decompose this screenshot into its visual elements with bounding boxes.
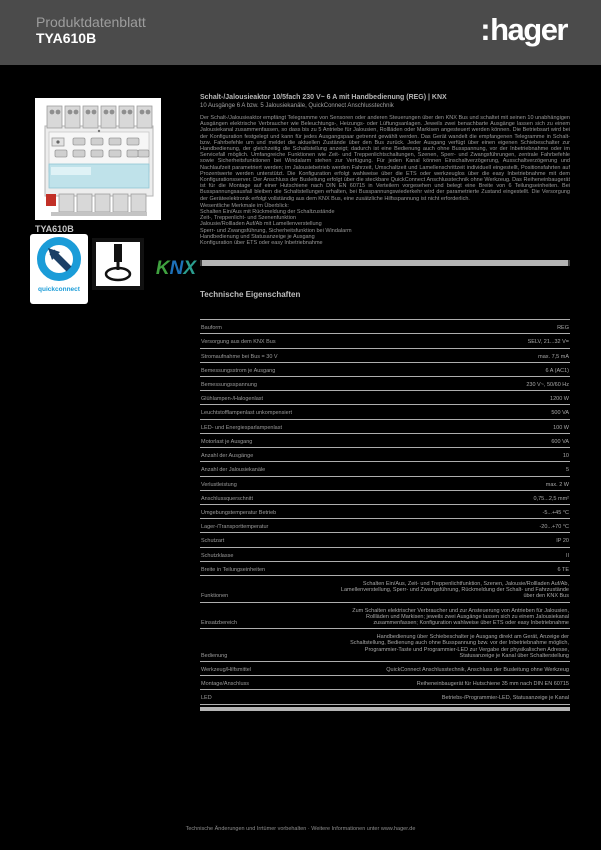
table-row (200, 676, 570, 690)
feature-list (200, 203, 570, 246)
row-label: Verlustleistung (201, 481, 237, 488)
row-label: Bemessungsstrom je Ausgang (201, 367, 276, 374)
row-label: LED (201, 695, 212, 702)
row-value: Reiheneinbaugerät für Hutschiene 35 mm nach DIN EN 60715 (416, 681, 569, 688)
row-label: Umgebungstemperatur Betrieb (201, 509, 277, 516)
product-subtitle: 10 Ausgänge 6 A bzw. 5 Jalousiekanäle, QuickConnect Anschlusstechnik (200, 103, 394, 109)
table-row (200, 477, 570, 491)
quickconnect-logo (30, 234, 88, 304)
row-label: Schutzklasse (201, 552, 234, 559)
table-row (200, 434, 570, 448)
header-product-code: TYA610B (36, 30, 97, 46)
feature-line: Zeit-, Treppenlicht- und Szenenfunktion (200, 215, 297, 222)
table-row (200, 690, 570, 704)
row-value: REG (557, 325, 569, 332)
feature-line: Konfiguration über ETS oder easy Inbetriebnahme (200, 240, 323, 247)
row-value: -5...+45 °C (542, 509, 569, 516)
row-label: Schutzart (201, 538, 225, 545)
row-label: LED- und Energiesparlampenlast (201, 424, 283, 431)
tech-section-heading: Technische Eigenschaften (200, 290, 301, 300)
feature-line: Wesentliche Merkmale im Überblick: (200, 202, 289, 209)
product-title: Schalt-/Jalousieaktor 10/5fach 230 V~ 6 A mit Handbedienung (REG) | KNX (200, 94, 447, 101)
row-value: QuickConnect Anschlusstechnik, Anschluss der Busleitung ohne Werkzeug (386, 666, 569, 673)
table-row (200, 377, 570, 391)
row-value: Zum Schalten elektrischer Verbraucher und zur Ansteuerung von Antrieben für Jalousien, Rollläden und Markisen; jeweils zwei Ausgänge lassen sich zu einem Jalousiekanal zusammenfassen; Konfiguration wahlweise über ETS oder easy Inbetriebnahme (352, 607, 569, 626)
row-value: 1200 W (550, 396, 569, 403)
row-value: SELV, 21...32 V= (527, 339, 569, 346)
quickconnect-label: quickconnect (38, 286, 80, 293)
table-row (200, 349, 570, 363)
table-row (200, 548, 570, 562)
product-description: Der Schalt-/Jalousieaktor empfängt Telegramme von Sensoren oder anderen Steuerungen über den KNX Bus und schaltet mit seinen 10 unabhängigen Ausgängen elektrische Verbraucher wie Beleuchtungs-, Heizungs- oder Lüftungsanlagen. Jeweils zwei benachbarte Ausgänge lassen sich zu einem Jalousiekanal zusammenfassen, so dass bis zu 5 Antriebe für Jalousien, Rollläden oder Markisen angesteuert werden können. Die Betriebsart wird bei der Konfiguration festgelegt und kann für jedes Ausgangspaar getrennt gewählt werden. Das Gerät wandelt die empfangenen Telegramme in Schalt- bzw. Fahrbefehle um und meldet die aktuellen Zustände über den Bus zurück. Jeder Ausgang verfügt über einen eigenen Schiebeschalter zur Handbedienung, der gleichzeitig die Schaltstellung anzeigt; dadurch ist eine Bedienung auch ohne Busspannung, vor der Inbetriebnahme oder im Servicefall möglich. Umfangreiche Funktionen wie Zeit- und Treppenlichtschaltungen, Szenen, Sperr- und Zwangsführungen, zentrale Fahrbefehle sowie Sicherheitsfunktionen bei Windalarm stehen zur Verfügung. Für jeden Kanal können Einschaltverzögerung, Ausschaltverzögerung und Nachlaufzeit parametriert werden; im Jalousiebetrieb werden Fahrzeit, Umschaltzeit und Lamellenschrittzeit individuell eingestellt, Positionsfahrten auf Prozentwerte werden unterstützt. Die Konfiguration erfolgt wahlweise über die ETS oder werkzeuglos über die easy Inbetriebnahme mit dem Konfigurationsserver. Der Anschluss der Busleitung erfolgt über die steckbare QuickConnect Anschlusstechnik ohne Werkzeug. Das Reiheneinbaugerät ist für die Montage auf einer Hutschiene nach DIN EN 60715 in Verteilern vorgesehen und belegt eine Breite von 6 Teilungseinheiten. Bei Busspannungsausfall bleiben die Schaltstellungen erhalten, bei Busspannungswiederkehr wird der parametrierte Zustand eingestellt. Die Versorgung der Geräteelektronik erfolgt vollständig aus dem KNX Bus, eine zusätzliche Hilfsspannung ist nicht erforderlich. (200, 115, 570, 202)
hager-logo (480, 12, 567, 48)
row-label: Anschlussquerschnitt (201, 495, 253, 502)
knx-logo-x: X (183, 258, 197, 279)
row-value: Betriebs-/Programmier-LED, Statusanzeige je Kanal (441, 695, 569, 702)
feature-line: Jalousie/Rollladen Auf/Ab mit Lamellenverstellung (200, 221, 322, 228)
row-value: 6 A (AC1) (545, 367, 569, 374)
row-value: 100 W (553, 424, 569, 431)
row-value: IP 20 (556, 538, 569, 545)
table-row (200, 405, 570, 419)
table-row (200, 420, 570, 434)
product-image (35, 98, 161, 220)
table-end-rule (200, 707, 570, 711)
table-row (200, 629, 570, 662)
document-type-label: Produktdatenblatt (36, 14, 146, 30)
row-label: Leuchtstofflampenlast unkompensiert (201, 410, 293, 417)
knx-logo (150, 252, 202, 286)
row-value: Schalten Ein/Aus, Zeit- und Treppenlichtfunktion, Szenen, Jalousie/Rollladen Auf/Ab, Lamellenverstellung, Sperr- und Zwangsführung, Rückmeldung der Schalt- und Fahrzustände über den KNX Bus (340, 580, 569, 600)
table-row (200, 448, 570, 462)
row-value: 5 (565, 467, 569, 474)
row-value: 6 TE (557, 566, 569, 573)
row-label: Montage/Anschluss (201, 681, 249, 688)
certification-logos (30, 234, 200, 306)
main-content (200, 94, 570, 711)
table-row (200, 491, 570, 505)
row-label: Lager-/Transporttemperatur (201, 524, 269, 531)
row-value: max. 7,5 mA (538, 353, 569, 360)
page-header (0, 0, 601, 65)
table-row (200, 505, 570, 519)
row-label: Bedienung (201, 652, 228, 659)
knx-logo-n: N (169, 258, 184, 279)
row-label: Einsatzbereich (201, 619, 238, 626)
row-label: Anzahl der Jalousiekanäle (201, 467, 266, 474)
row-label: Bemessungsspannung (201, 382, 257, 389)
row-value: 10 (562, 453, 569, 460)
row-value: 600 VA (551, 438, 569, 445)
table-row (200, 363, 570, 377)
table-row (200, 462, 570, 476)
row-label: Breite in Teilungseinheiten (201, 566, 266, 573)
row-value: -20...+70 °C (539, 524, 569, 531)
row-value: Handbedienung über Schiebeschalter je Ausgang direkt am Gerät, Anzeige der Schaltstellung, Bedienung auch ohne Busspannung bzw. vor der Inbetriebnahme möglich, Programmier-Taste und Programmier-LED zur Vergabe der physikalischen Adresse, Statusanzeige je Kanal über Schalterstellung (350, 634, 569, 659)
row-label: Anzahl der Ausgänge (201, 453, 254, 460)
hager-logo-text: hager (490, 12, 567, 47)
table-row (200, 334, 570, 348)
feature-line: Sperr- und Zwangsführung, Sicherheitsfunktion bei Windalarm (200, 227, 352, 234)
row-label: Werkzeug/Hilfsmittel (201, 666, 252, 673)
table-row (200, 576, 570, 603)
row-value: 230 V~, 50/60 Hz (526, 382, 569, 389)
row-label: Motorlast je Ausgang (201, 438, 253, 445)
table-row (200, 320, 570, 334)
row-label: Versorgung aus dem KNX Bus (201, 339, 276, 346)
table-row (200, 603, 570, 630)
knx-logo-k: K (155, 258, 170, 279)
row-label: Funktionen (201, 593, 229, 600)
screwdriver-icon (96, 242, 140, 286)
row-label: Stromaufnahme bei Bus = 30 V (201, 353, 278, 360)
table-row (200, 391, 570, 405)
row-value: 0,75...2,5 mm² (533, 495, 569, 502)
din-rail-actuator-illustration (35, 98, 161, 220)
row-label: Bauform (201, 325, 222, 332)
hager-logo-colon: : (480, 12, 490, 47)
table-row (200, 562, 570, 576)
row-value: II (565, 552, 569, 559)
row-value: max. 2 W (545, 481, 569, 488)
footer-note: Technische Änderungen und Irrtümer vorbehalten · Weitere Informationen unter www.hager.de (185, 826, 416, 832)
tool-free-installation-logo (92, 238, 144, 290)
row-label: Glühlampen-/Halogenlast (201, 396, 264, 403)
feature-line: Schalten Ein/Aus mit Rückmeldung der Schaltzustände (200, 209, 335, 216)
table-row (200, 662, 570, 676)
image-caption: TYA610B (35, 224, 74, 234)
table-row (200, 533, 570, 547)
divider-bar (200, 260, 570, 266)
feature-line: Handbedienung und Statusanzeige je Ausgang (200, 233, 315, 240)
row-value: 500 VA (551, 410, 569, 417)
table-row (200, 519, 570, 533)
quickconnect-icon (36, 236, 82, 282)
tech-table (200, 319, 570, 704)
